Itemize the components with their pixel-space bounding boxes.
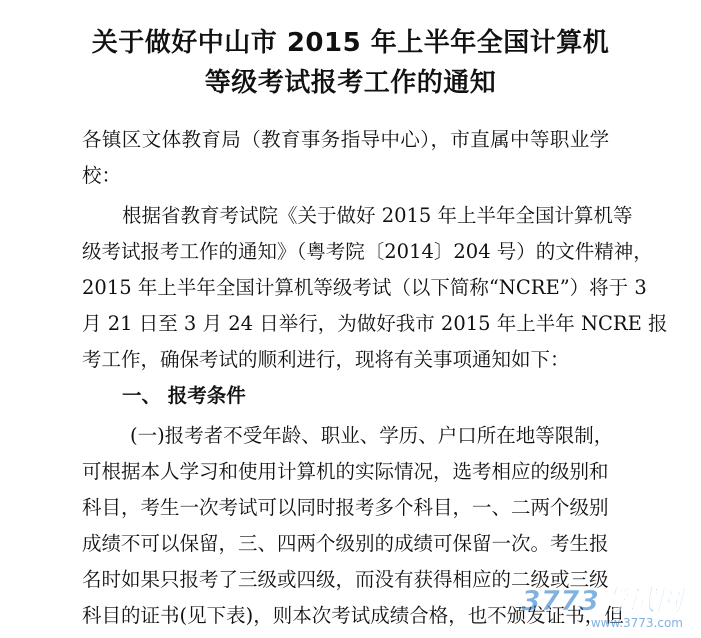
document-title-line-1: 关于做好中山市 2015 年上半年全国计算机	[91, 28, 610, 58]
svg-text:www.3773.com: www.3773.com	[590, 616, 683, 630]
document-title-line-2: 等级考试报考工作的通知	[204, 68, 497, 98]
paragraph-2-line-5: 名时如果只报考了三级或四级，而没有获得相应的二级或三级	[82, 568, 609, 591]
paragraph-2-line-4: 成绩不可以保留，三、四两个级别的成绩可保留一次。考生报	[82, 532, 609, 555]
watermark-logo	[497, 580, 687, 632]
addressee-line-2: 校：	[82, 164, 122, 187]
paragraph-2-line-2: 可根据本人学习和使用计算机的实际情况，选考相应的级别和	[82, 460, 609, 483]
section-1-heading: 一、 报考条件	[122, 384, 246, 407]
paragraph-1-line-3: 2015 年上半年全国计算机等级考试（以下简称“NCRE”）将于 3	[82, 276, 647, 299]
paragraph-1-line-4: 月 21 日至 3 月 24 日举行，为做好我市 2015 年上半年 NCRE 报	[82, 312, 668, 335]
paragraph-1-line-5: 考工作，确保考试的顺利进行，现将有关事项通知如下：	[82, 348, 570, 371]
addressee-line-1: 各镇区文体教育局（教育事务指导中心），市直属中等职业学	[82, 128, 610, 151]
paragraph-2-line-1: (一)报考者不受年龄、职业、学历、户口所在地等限制，	[130, 424, 614, 447]
paragraph-1-line-1: 根据省教育考试院《关于做好 2015 年上半年全国计算机等	[122, 204, 633, 227]
paragraph-2-line-6: 科目的证书(见下表)，则本次考试成绩合格，也不颁发证书，但	[82, 604, 624, 627]
svg-text:3773考试网: 3773考试网	[521, 584, 683, 617]
paragraph-2-line-3: 科目，考生一次考试可以同时报考多个科目，一、二两个级别	[82, 496, 609, 519]
paragraph-1-line-2: 级考试报考工作的通知》（粤考院〔2014〕204 号）的文件精神，	[82, 240, 653, 263]
